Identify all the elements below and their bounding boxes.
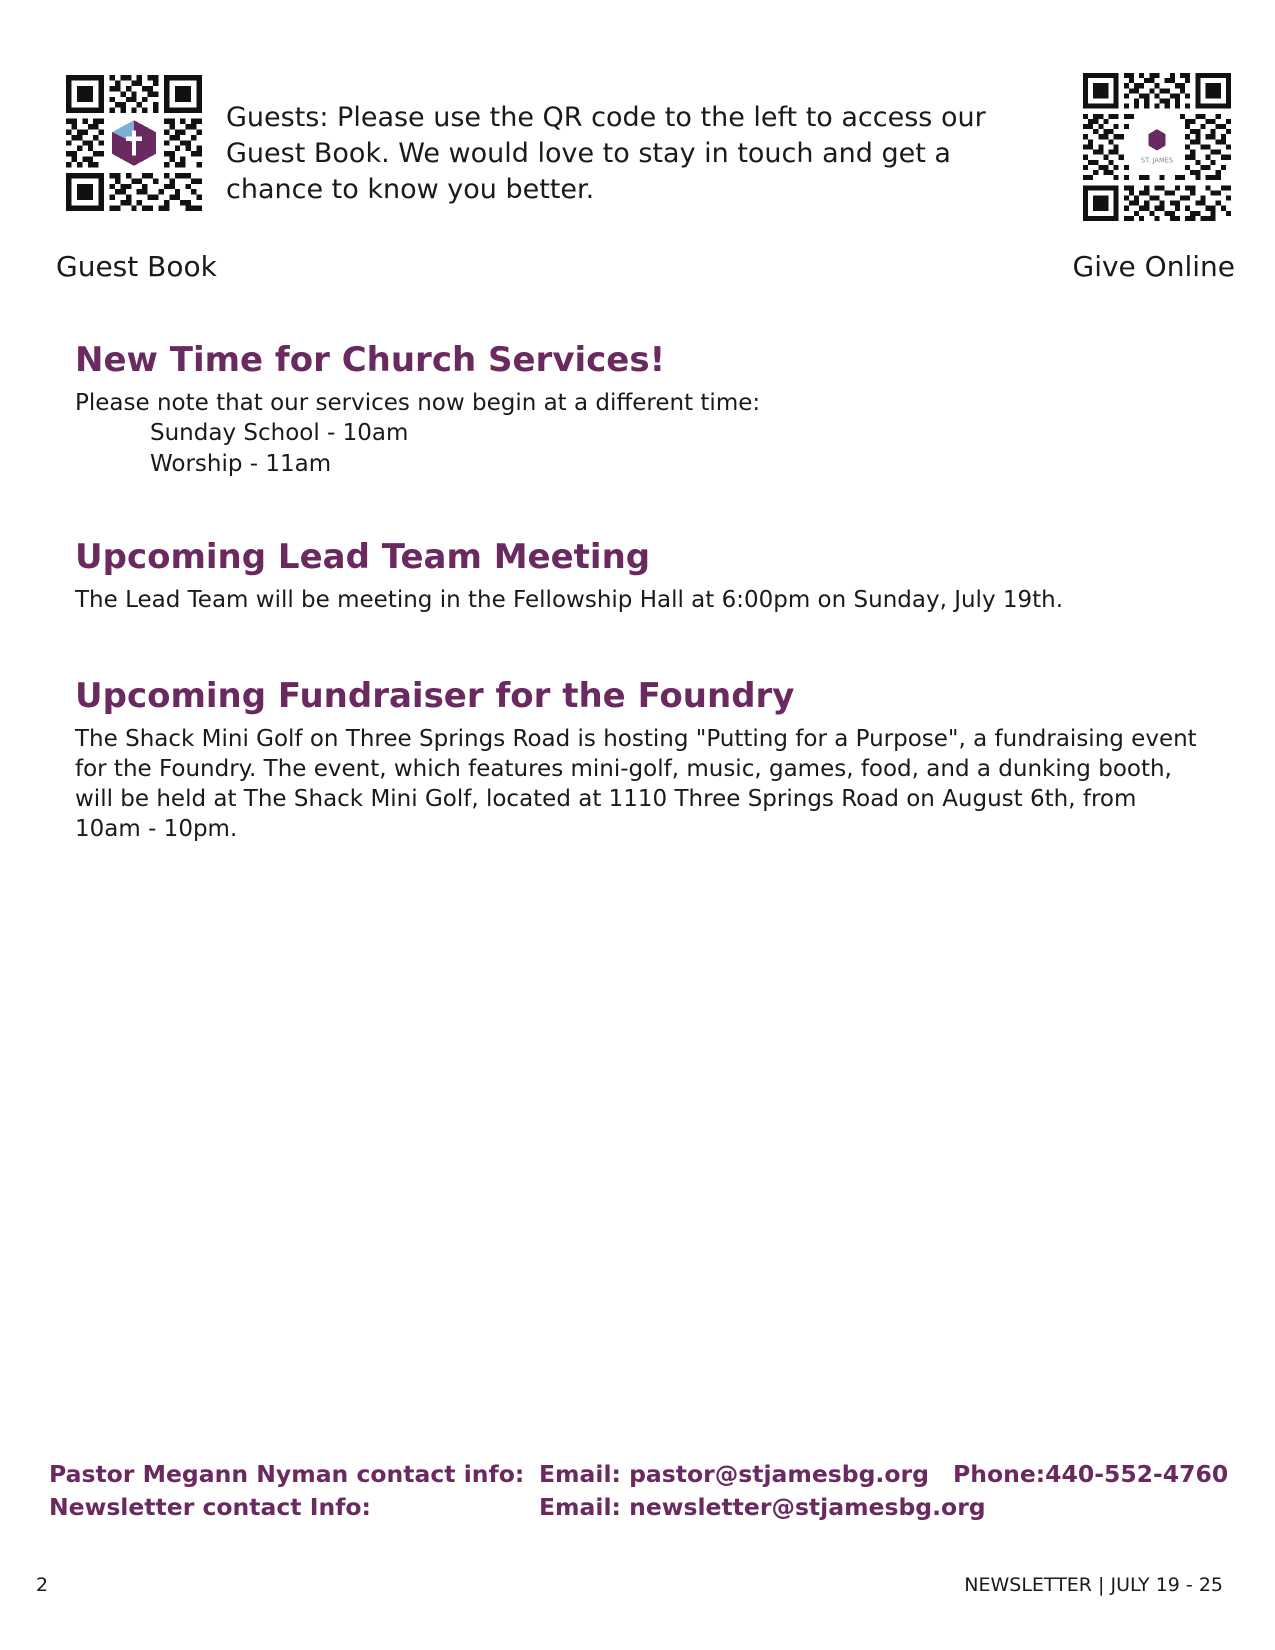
newsletter-email[interactable]: Email: newsletter@stjamesbg.org (539, 1493, 986, 1521)
guest-book-label: Guest Book (56, 250, 217, 283)
church-logo-icon (110, 119, 159, 168)
worship-time: Worship - 11am (150, 451, 332, 477)
guest-book-qr-code (66, 75, 202, 211)
footer-title: NEWSLETTER | JULY 19 - 25 (964, 1574, 1223, 1596)
sunday-school-time: Sunday School - 10am (150, 420, 409, 446)
newsletter-contact-label: Newsletter contact Info: (49, 1493, 371, 1521)
page-number: 2 (36, 1574, 49, 1596)
give-online-qr-code (1083, 73, 1231, 221)
contact-info (49, 1458, 1249, 1524)
pastor-contact-label: Pastor Megann Nyman contact info: (49, 1460, 525, 1488)
svg-text:ST. JAMES: ST. JAMES (1140, 156, 1174, 165)
section-heading: New Time for Church Services! (75, 340, 666, 380)
section-lead-team-meeting (75, 535, 1205, 615)
pastor-phone[interactable]: Phone:440-552-4760 (953, 1460, 1229, 1488)
section-foundry-fundraiser (75, 674, 1205, 844)
section-body: The Lead Team will be meeting in the Fellowship Hall at 6:00pm on Sunday, July 19th. (75, 587, 1064, 613)
section-heading: Upcoming Lead Team Meeting (75, 537, 651, 577)
section-heading: Upcoming Fundraiser for the Foundry (75, 676, 795, 716)
newsletter-contact-row (49, 1491, 1249, 1524)
pastor-contact-row (49, 1458, 1249, 1491)
section-body: Please note that our services now begin at a different time: Sunday School - 10am Worship - 11am (75, 388, 1205, 480)
section-body: The Shack Mini Golf on Three Springs Road is hosting "Putting for a Purpose", a fundraising event for the Foundry. The event, which features mini-golf, music, games, food, and a dunking booth, will be held at The Shack Mini Golf, located at 1110 Three Springs Road on August 6th, from 10am - 10pm. (75, 726, 1197, 842)
section-service-times (75, 338, 1205, 480)
give-online-label: Give Online (1072, 250, 1235, 283)
pastor-email[interactable]: Email: pastor@stjamesbg.org (539, 1460, 929, 1488)
guests-note: Guests: Please use the QR code to the left to access our Guest Book. We would love to stay in touch and get a chance to know you better. (226, 102, 986, 205)
church-logo-icon (1129, 119, 1185, 175)
